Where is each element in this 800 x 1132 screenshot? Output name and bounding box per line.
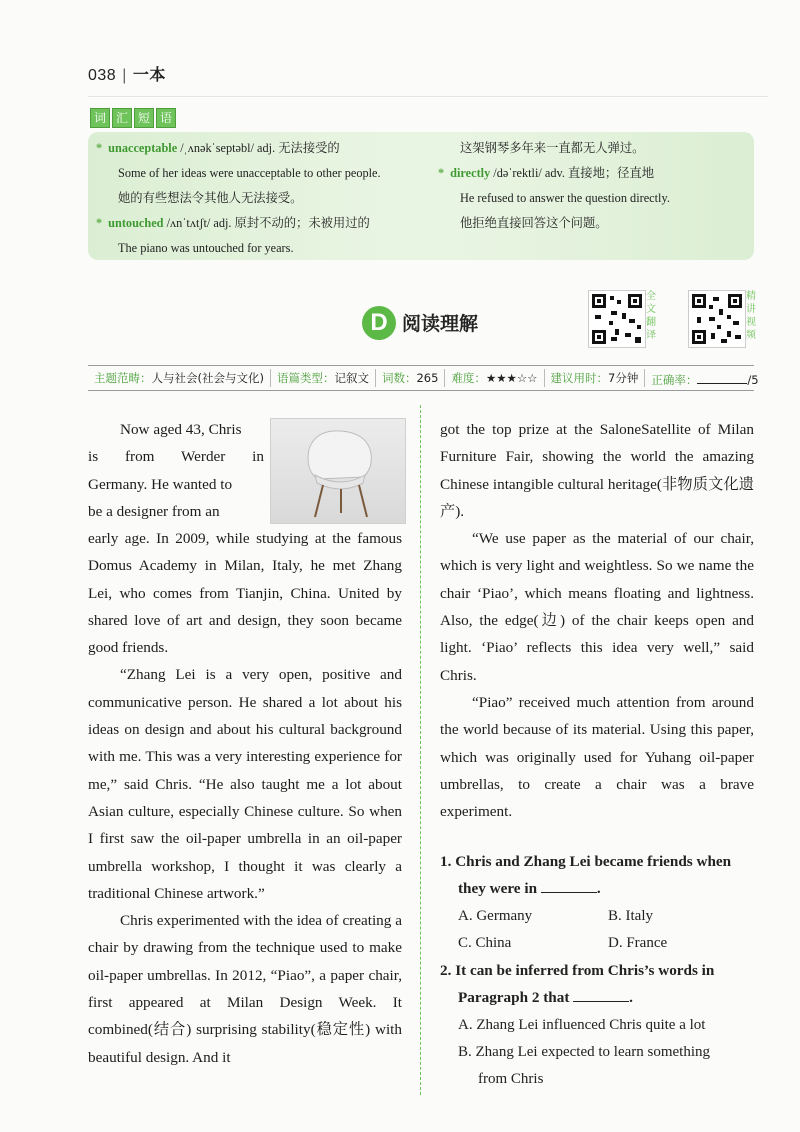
column-divider [420,405,421,1095]
question-1-option-b[interactable]: B. Italy [608,907,653,924]
chair-photo [270,418,406,524]
vocab-example-cn: 这架钢琴多年来一直都无人弹过。 [460,141,645,155]
question-1-stem: 1. Chris and Zhang Lei became friends when they were in . [440,853,732,898]
info-accuracy: 正确率： /5 [645,369,764,387]
question-2-option-a[interactable]: A. Zhang Lei influenced Chris quite a lot [458,1016,706,1033]
qr-code-video[interactable] [688,290,746,348]
header-separator: | [122,67,127,84]
passage-paragraph-5: “Piao” received much attention from around the world because of its material. Using this paper, which was originally used for Yuhang oil-paper umbrellas, to create a chair was a brave experiment. [440,693,754,821]
vocab-example-en: The piano was untouched for years. [118,241,294,255]
vocab-word: unacceptable [108,141,178,155]
passage-paragraph-1: early age. In 2009, while studying at the famous Domus Academy in Milan, Italy, he met Zhang Lei, who comes from Tianjin, China. United by shared love of art and design, they soon became good friends. [88,530,402,657]
vocab-definition: /ʌnˈtʌtʃt/ adj. 原封不动的；未被用过的 [163,216,370,230]
passage-line: Germany. He wanted to [88,475,233,493]
question-1-options-row [440,903,756,930]
vocab-tag-char: 短 [134,108,154,128]
passage-paragraph-3: Chris experimented with the idea of creating a chair by drawing from the technique used to make oil-paper umbrellas. In 2012, “Piao”, a paper chair, first appeared at Milan Design Week. It combined(结合) surprising stability(稳定性) with beautiful design. And it [88,912,402,1066]
passage-line: Now aged 43, Chris [120,421,242,438]
passage-wrap-block [88,416,264,525]
section-letter-badge: D [362,306,396,340]
vocab-definition: /dəˈrektli/ adv. 直接地；径直地 [490,166,655,180]
passage-left-column [88,525,402,1071]
vocab-word: untouched [108,216,164,230]
vocab-word: directly [450,166,491,180]
info-difficulty: 难度：★★★☆☆ [445,369,544,387]
brand-logo: 一本 [132,65,166,84]
info-theme: 主题范畴：人与社会(社会与文化) [88,369,271,387]
passage-paragraph-3-cont: got the top prize at the SaloneSatellite of Milan Furniture Fair, showing the world the amazing Chinese intangible cultural heritage(非物质文化遗产). [440,421,754,520]
info-word-count: 词数：265 [376,369,445,387]
vocab-example-en: Some of her ideas were unacceptable to other people. [118,166,381,180]
question-1-option-a[interactable]: A. Germany [458,907,533,924]
section-title: 阅读理解 [402,313,479,335]
vocab-tag-char: 词 [90,108,110,128]
passage-line: is from Werder in [88,448,264,466]
passage-right-column [440,416,754,825]
page-header [88,62,166,85]
vocab-left-column: * unacceptable /ˌʌnəkˈseptəbl/ adj. 无法接受的 Some of her ideas were unacceptable to other people. 她的有些想法令其他人无法接受。 * untouched /ʌnˈtʌtʃt/ adj. 原封不动的；未被用过的 The piano was untouched for years. [96,136,426,261]
vocab-definition: /ˌʌnəkˈseptəbl/ adj. 无法接受的 [177,141,340,155]
passage-info-bar [88,365,759,391]
qr-label-video: 精 讲 视 频 [746,291,756,341]
question-2-stem: 2. It can be inferred from Chris’s words in Paragraph 2 that . [440,962,715,1007]
passage-paragraph-4: “We use paper as the material of our chair, which is very light and weightless. So we name the chair ‘Piao’, which means floating and lightness. Also, the edge(边) of the chair keeps open and light. ‘Piao’ reflects this idea very well,” said Chris. [440,530,754,684]
qr-code-translation[interactable] [588,290,646,348]
question-1-option-d[interactable]: D. France [608,934,668,951]
info-type: 语篇类型：记叙文 [271,369,376,387]
vocab-example-cn: 她的有些想法令其他人无法接受。 [118,191,303,205]
questions [440,848,756,1094]
passage-line: be a designer from an [88,502,220,520]
passage-paragraph-2: “Zhang Lei is a very open, positive and communicative person. He shared a lot about his ideas on design and about his cultural background with me. This was a very interesting experience for me,” said Chris. “He also taught me a lot about Asian culture, especially Chinese culture. So when I first saw the oil-paper umbrella in an oil-paper umbrella workshop, I thought it was clearly a traditional Chinese artwork.” [88,666,402,902]
vocab-tag-char: 语 [156,108,176,128]
question-1-options-row [440,930,756,957]
question-2-option-b[interactable]: B. Zhang Lei expected to learn something from Chris [458,1044,711,1088]
info-time: 建议用时：7分钟 [545,369,646,387]
page-number: 038 [88,67,117,84]
qr-label-translation: 全 文 翻 译 [646,291,656,341]
vocab-example-en: He refused to answer the question directly. [460,191,670,205]
header-rule [88,96,768,97]
vocab-tag-char: 汇 [112,108,132,128]
vocab-right-column: 这架钢琴多年来一直都无人弹过。 * directly /dəˈrektli/ adv. 直接地；径直地 He refused to answer the question directly. 他拒绝直接回答这个问题。 [438,136,748,236]
vocab-tag [90,108,178,128]
vocab-example-cn: 他拒绝直接回答这个问题。 [460,216,608,230]
question-1-option-c[interactable]: C. China [458,934,512,951]
